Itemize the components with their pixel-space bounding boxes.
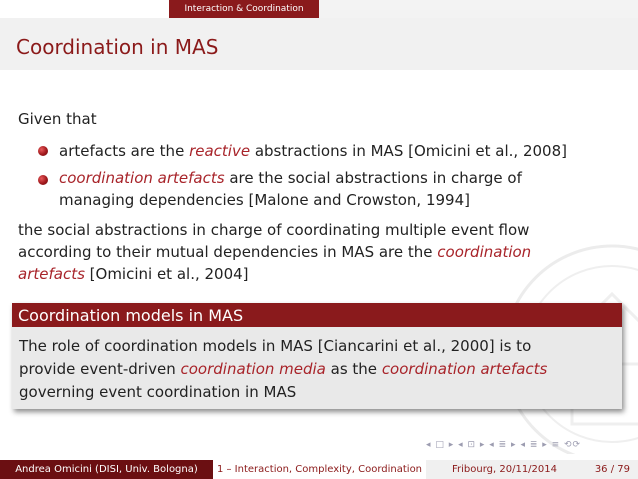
frame-title: Coordination in MAS [16,35,219,59]
footer-author: Andrea Omicini (DISI, Univ. Bologna) [0,460,213,479]
definition-block [12,303,622,409]
header-section-title: Interaction & Coordination [169,0,319,18]
bullet-item-2: coordination artefacts are the social abstractions in charge of [59,169,522,187]
paragraph-line-2: according to their mutual dependencies in MAS are the coordination [18,243,532,261]
paragraph-line-3: artefacts [Omicini et al., 2004] [18,265,249,283]
block-body [12,327,622,409]
header-bar [0,0,638,18]
header-left-panel [0,0,169,18]
beamer-navigation-symbols[interactable]: ◂ □ ▸ ◂ ⊡ ▸ ◂ ≣ ▸ ◂ ≣ ▸ ≡ ⟲⟳ [426,440,582,450]
bullet-icon [38,146,48,156]
footer-date: Fribourg, 20/11/2014 [452,464,557,475]
block-line-2: provide event-driven coordination media as the coordination artefacts [19,360,548,378]
paragraph-line-1: the social abstractions in charge of coordinating multiple event flow [18,221,530,239]
footer-bar [0,460,638,479]
footer-talk-title: 1 – Interaction, Complexity, Coordination [213,460,426,479]
intro-text: Given that [18,110,97,128]
header-right-panel [319,0,638,18]
bullet-item-2-continuation: managing dependencies [Malone and Crowston, 1994] [59,191,470,209]
bullet-item-1: artefacts are the reactive abstractions in MAS [Omicini et al., 2008] [59,142,567,160]
block-title: Coordination models in MAS [12,303,622,327]
bullet-icon [38,175,48,185]
block-line-1: The role of coordination models in MAS [Ciancarini et al., 2000] is to [19,337,532,355]
footer-right-panel [426,460,638,479]
block-line-3: governing event coordination in MAS [19,383,297,401]
footer-page-number: 36 / 79 [594,464,630,475]
